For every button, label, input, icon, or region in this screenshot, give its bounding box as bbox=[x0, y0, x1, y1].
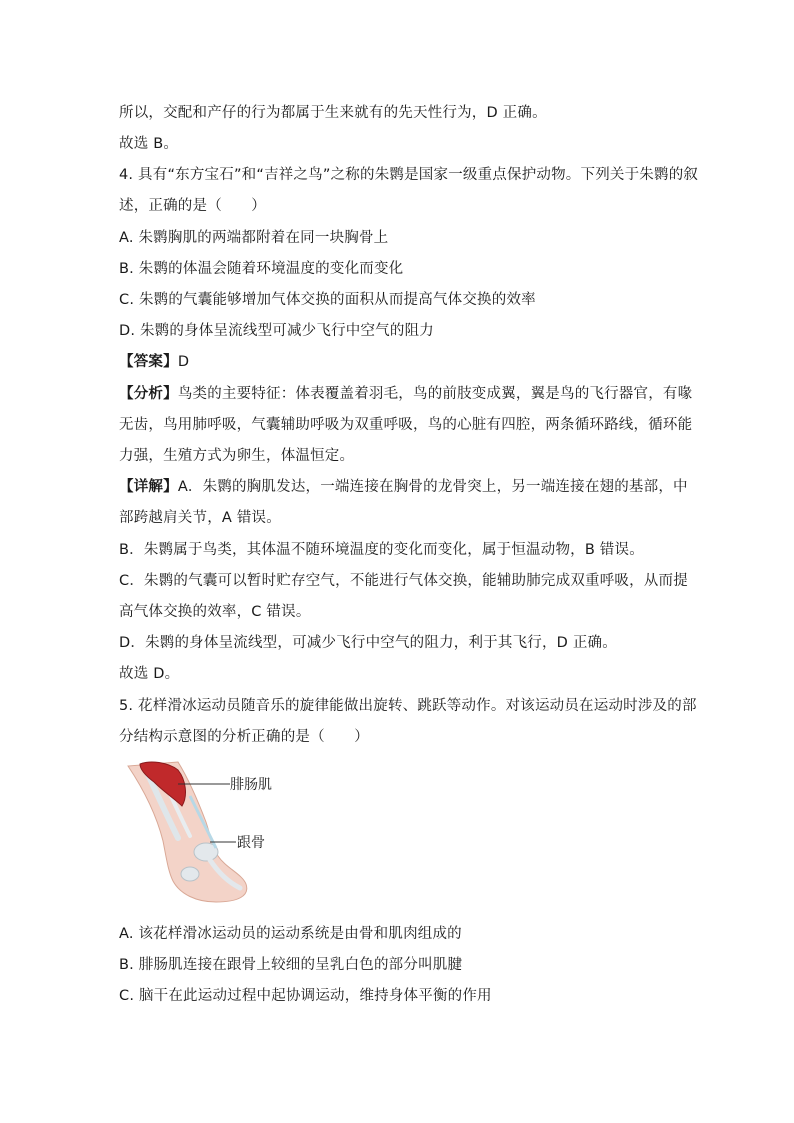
option-c: C. 朱鹮的气囊能够增加气体交换的面积从而提高气体交换的效率 bbox=[119, 292, 536, 308]
q5-option-a: A. 该花样滑冰运动员的运动系统是由骨和肌肉组成的 bbox=[119, 926, 462, 942]
answer-value: D bbox=[177, 354, 190, 370]
analysis-line bbox=[119, 384, 692, 404]
leg-illustration bbox=[118, 756, 298, 906]
analysis-line-2: 无齿，鸟用肺呼吸，气囊辅助呼吸为双重呼吸，鸟的心脏有四腔，两条循环路线，循环能 bbox=[119, 417, 693, 433]
analysis-label: 【分析】 bbox=[119, 386, 178, 402]
conclusion: 故选 D。 bbox=[119, 666, 180, 682]
question-4-stem-cont: 述，正确的是（ ） bbox=[119, 198, 266, 214]
detail-line-2: 部跨越肩关节，A 错误。 bbox=[119, 510, 281, 526]
detail-c: C．朱鹮的气囊可以暂时贮存空气，不能进行气体交换，能辅助肺完成双重呼吸，从而提 bbox=[119, 573, 688, 589]
answer-label: 【答案】 bbox=[119, 354, 178, 370]
detail-d: D．朱鹮的身体呈流线型，可减少飞行中空气的阻力，利于其飞行，D 正确。 bbox=[119, 635, 617, 651]
q5-option-b: B. 腓肠肌连接在跟骨上较细的呈乳白色的部分叫肌腱 bbox=[119, 957, 463, 973]
muscle-label: 腓肠肌 bbox=[230, 777, 272, 793]
option-b: B. 朱鹮的体温会随着环境温度的变化而变化 bbox=[119, 261, 404, 277]
detail-c-cont: 高气体交换的效率，C 错误。 bbox=[119, 604, 311, 620]
answer-line bbox=[119, 352, 189, 372]
detail-line bbox=[119, 477, 688, 497]
option-d: D. 朱鹮的身体呈流线型可减少飞行中空气的阻力 bbox=[119, 323, 434, 339]
line-2: 故选 B。 bbox=[119, 136, 179, 152]
heel-bone bbox=[181, 867, 199, 881]
question-4-stem: 4. 具有“东方宝石”和“吉祥之鸟”之称的朱鹮是国家一级重点保护动物。下列关于朱鹮的叙 bbox=[119, 167, 699, 183]
question-5-stem: 5. 花样滑冰运动员随音乐的旋律能做出旋转、跳跃等动作。对该运动员在运动时涉及的部 bbox=[119, 698, 697, 714]
question-5-stem-cont: 分结构示意图的分析正确的是（ ） bbox=[119, 729, 369, 745]
detail-text: A．朱鹮的胸肌发达，一端连接在胸骨的龙骨突上，另一端连接在翅的基部，中 bbox=[177, 479, 688, 495]
analysis-text: 鸟类的主要特征：体表覆盖着羽毛，鸟的前肢变成翼，翼是鸟的飞行器官，有喙 bbox=[177, 386, 693, 402]
q5-option-c: C. 脑干在此运动过程中起协调运动，维持身体平衡的作用 bbox=[119, 988, 492, 1004]
line-1: 所以，交配和产仔的行为都属于生来就有的先天性行为，D 正确。 bbox=[119, 105, 547, 121]
leg-diagram bbox=[118, 756, 298, 906]
analysis-line-3: 力强，生殖方式为卵生，体温恒定。 bbox=[119, 448, 355, 464]
detail-label: 【详解】 bbox=[119, 479, 178, 495]
bone-label: 跟骨 bbox=[237, 835, 265, 851]
detail-b: B．朱鹮属于鸟类，其体温不随环境温度的变化而变化，属于恒温动物，B 错误。 bbox=[119, 542, 644, 558]
option-a: A. 朱鹮胸肌的两端都附着在同一块胸骨上 bbox=[119, 230, 389, 246]
